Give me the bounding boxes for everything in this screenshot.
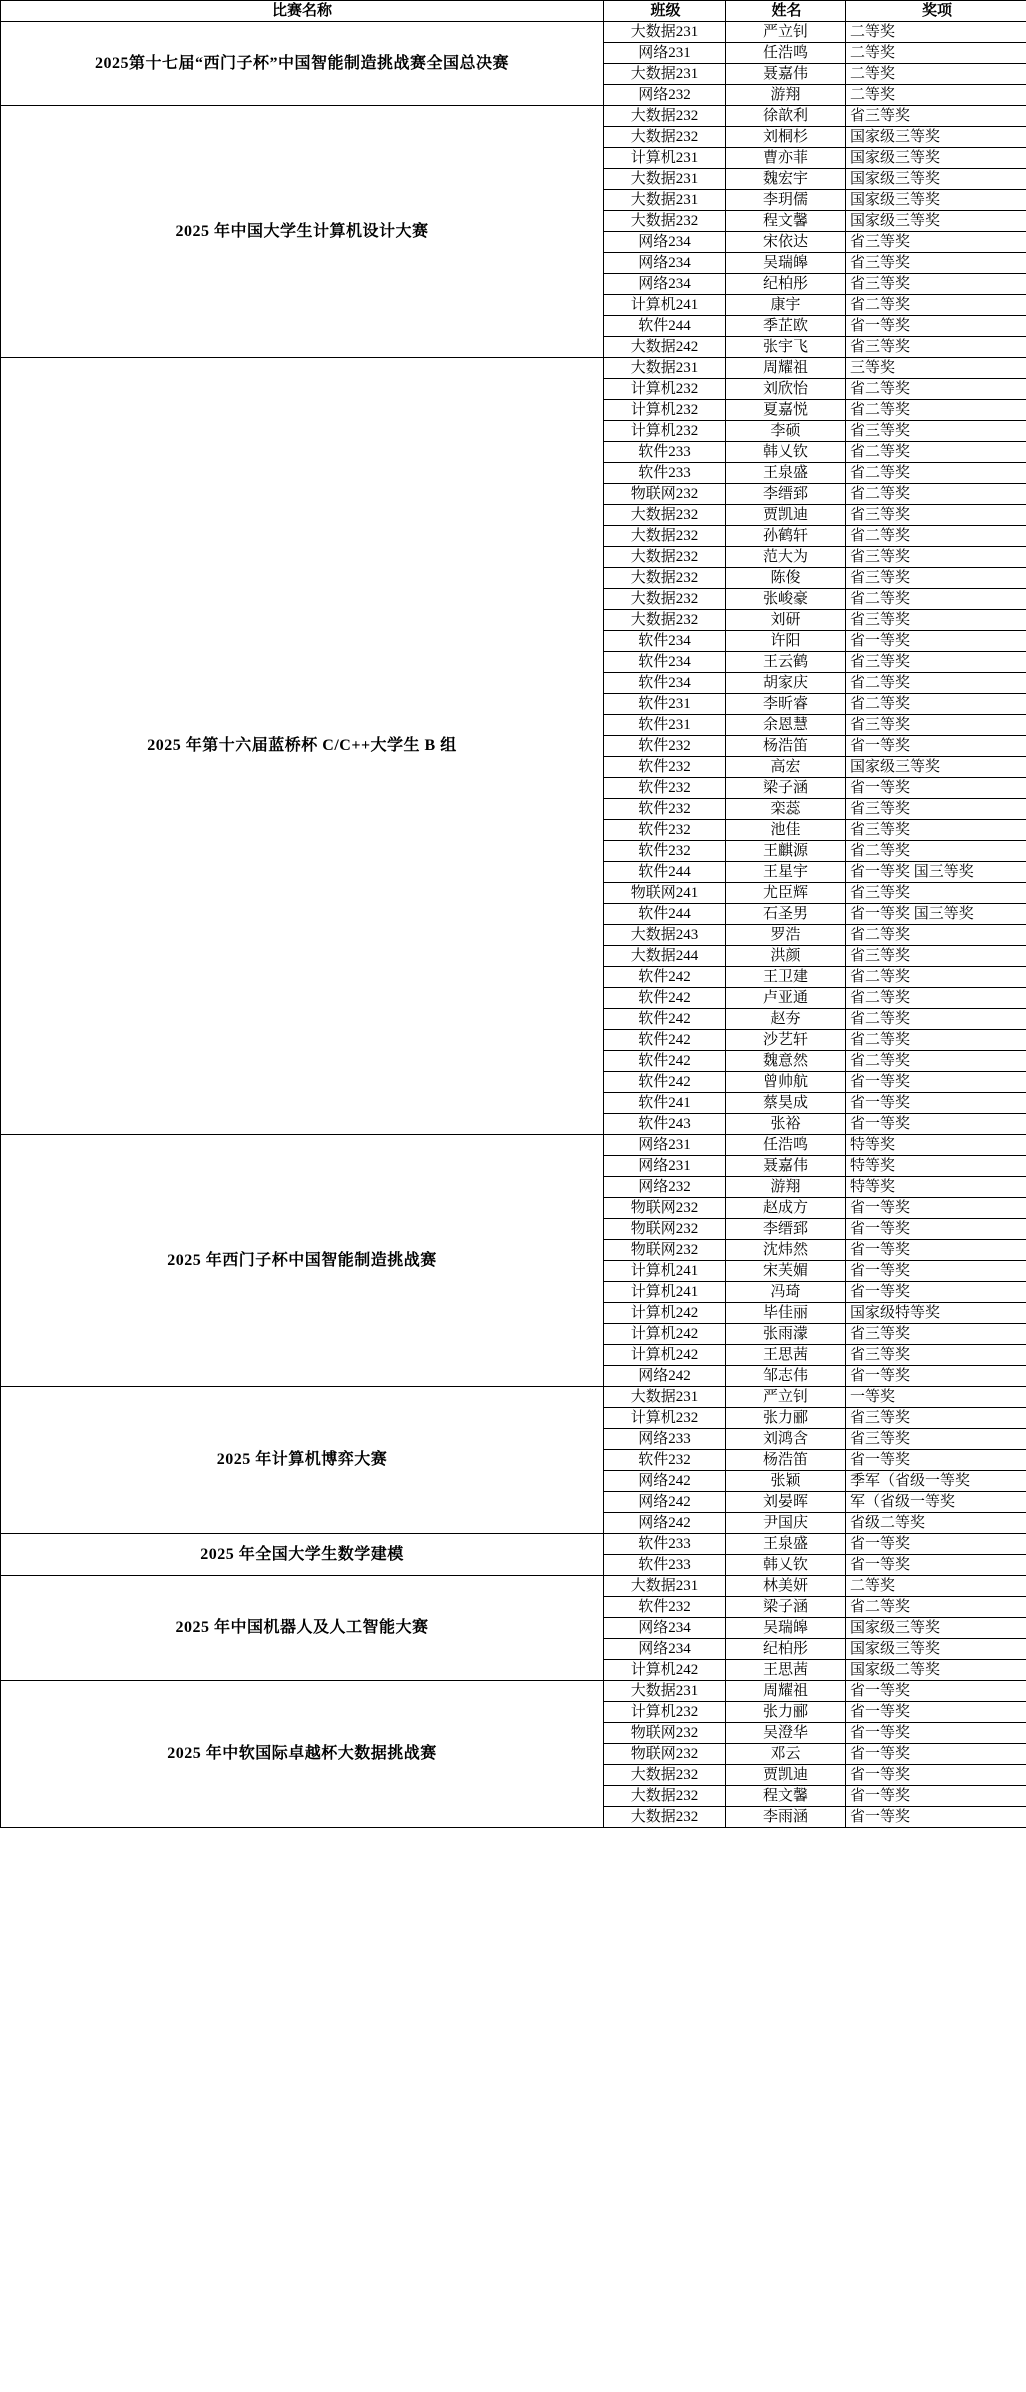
competition-name-cell: 2025 年第十六届蓝桥杯 C/C++大学生 B 组 — [1, 358, 604, 1135]
class-cell: 软件232 — [604, 736, 726, 757]
student-name-cell: 张力郦 — [726, 1702, 846, 1723]
class-cell: 大数据231 — [604, 190, 726, 211]
student-name-cell: 程文馨 — [726, 211, 846, 232]
award-cell: 省一等奖 — [846, 778, 1026, 799]
class-cell: 软件232 — [604, 1597, 726, 1618]
student-name-cell: 王泉盛 — [726, 463, 846, 484]
table-row — [1, 1576, 1026, 1597]
student-name-cell: 程文馨 — [726, 1786, 846, 1807]
award-cell: 省二等奖 — [846, 1030, 1026, 1051]
class-cell: 软件233 — [604, 1555, 726, 1576]
class-cell: 计算机232 — [604, 421, 726, 442]
student-name-cell: 吴澄华 — [726, 1723, 846, 1744]
award-cell: 省一等奖 — [846, 1786, 1026, 1807]
student-name-cell: 季芷欧 — [726, 316, 846, 337]
award-cell: 省一等奖 — [846, 316, 1026, 337]
student-name-cell: 张雨濛 — [726, 1324, 846, 1345]
class-cell: 软件242 — [604, 1072, 726, 1093]
class-cell: 计算机241 — [604, 1261, 726, 1282]
table-row — [1, 1387, 1026, 1408]
student-name-cell: 严立钊 — [726, 22, 846, 43]
student-name-cell: 刘晏晖 — [726, 1492, 846, 1513]
competition-name-cell: 2025 年西门子杯中国智能制造挑战赛 — [1, 1135, 604, 1387]
award-cell: 省一等奖 国三等奖 — [846, 862, 1026, 883]
award-cell: 一等奖 — [846, 1387, 1026, 1408]
award-cell: 省三等奖 — [846, 505, 1026, 526]
award-cell: 国家级三等奖 — [846, 1639, 1026, 1660]
award-cell: 季军（省级一等奖 — [846, 1471, 1026, 1492]
award-cell: 省一等奖 — [846, 1534, 1026, 1555]
student-name-cell: 游翔 — [726, 1177, 846, 1198]
class-cell: 大数据232 — [604, 505, 726, 526]
student-name-cell: 刘鸿含 — [726, 1429, 846, 1450]
award-cell: 省一等奖 — [846, 1282, 1026, 1303]
student-name-cell: 周耀祖 — [726, 1681, 846, 1702]
award-cell: 国家级三等奖 — [846, 169, 1026, 190]
award-cell: 二等奖 — [846, 1576, 1026, 1597]
award-cell: 国家级三等奖 — [846, 211, 1026, 232]
student-name-cell: 韩乂钦 — [726, 442, 846, 463]
class-cell: 物联网232 — [604, 1198, 726, 1219]
competition-name-cell: 2025 年计算机博弈大赛 — [1, 1387, 604, 1534]
student-name-cell: 石圣男 — [726, 904, 846, 925]
class-cell: 大数据232 — [604, 568, 726, 589]
award-cell: 省一等奖 — [846, 1744, 1026, 1765]
student-name-cell: 冯琦 — [726, 1282, 846, 1303]
class-cell: 大数据232 — [604, 1765, 726, 1786]
student-name-cell: 赵夯 — [726, 1009, 846, 1030]
class-cell: 计算机232 — [604, 1408, 726, 1429]
student-name-cell: 吴瑞皞 — [726, 253, 846, 274]
award-cell: 国家级特等奖 — [846, 1303, 1026, 1324]
award-cell: 省三等奖 — [846, 799, 1026, 820]
student-name-cell: 沈炜然 — [726, 1240, 846, 1261]
award-cell: 省三等奖 — [846, 946, 1026, 967]
award-cell: 省二等奖 — [846, 484, 1026, 505]
award-cell: 三等奖 — [846, 358, 1026, 379]
header-class: 班级 — [604, 1, 726, 22]
class-cell: 软件234 — [604, 673, 726, 694]
award-cell: 军（省级一等奖 — [846, 1492, 1026, 1513]
award-cell: 国家级三等奖 — [846, 127, 1026, 148]
award-cell: 省一等奖 — [846, 1114, 1026, 1135]
class-cell: 计算机232 — [604, 400, 726, 421]
class-cell: 网络233 — [604, 1429, 726, 1450]
student-name-cell: 王泉盛 — [726, 1534, 846, 1555]
class-cell: 软件241 — [604, 1093, 726, 1114]
award-cell: 省一等奖 — [846, 1072, 1026, 1093]
class-cell: 软件242 — [604, 988, 726, 1009]
class-cell: 物联网232 — [604, 1723, 726, 1744]
student-name-cell: 严立钊 — [726, 1387, 846, 1408]
student-name-cell: 刘桐杉 — [726, 127, 846, 148]
class-cell: 大数据232 — [604, 106, 726, 127]
table-row — [1, 106, 1026, 127]
class-cell: 大数据231 — [604, 1681, 726, 1702]
award-cell: 省二等奖 — [846, 400, 1026, 421]
class-cell: 网络242 — [604, 1513, 726, 1534]
header-competition: 比赛名称 — [1, 1, 604, 22]
class-cell: 物联网232 — [604, 1219, 726, 1240]
award-cell: 二等奖 — [846, 43, 1026, 64]
class-cell: 大数据231 — [604, 22, 726, 43]
student-name-cell: 李缙郅 — [726, 484, 846, 505]
award-cell: 省二等奖 — [846, 925, 1026, 946]
student-name-cell: 林美妍 — [726, 1576, 846, 1597]
class-cell: 物联网241 — [604, 883, 726, 904]
award-cell: 省一等奖 — [846, 1240, 1026, 1261]
student-name-cell: 沙艺轩 — [726, 1030, 846, 1051]
student-name-cell: 王思茜 — [726, 1660, 846, 1681]
award-cell: 省三等奖 — [846, 232, 1026, 253]
student-name-cell: 李雨涵 — [726, 1807, 846, 1828]
student-name-cell: 张颖 — [726, 1471, 846, 1492]
award-cell: 省一等奖 — [846, 1261, 1026, 1282]
competition-name-cell: 2025 年全国大学生数学建模 — [1, 1534, 604, 1576]
student-name-cell: 王麒源 — [726, 841, 846, 862]
award-cell: 国家级三等奖 — [846, 148, 1026, 169]
student-name-cell: 卢亚通 — [726, 988, 846, 1009]
student-name-cell: 聂嘉伟 — [726, 1156, 846, 1177]
class-cell: 网络234 — [604, 274, 726, 295]
class-cell: 大数据242 — [604, 337, 726, 358]
student-name-cell: 梁子涵 — [726, 778, 846, 799]
header-row — [1, 1, 1026, 22]
award-cell: 二等奖 — [846, 22, 1026, 43]
class-cell: 网络242 — [604, 1366, 726, 1387]
competition-name-cell: 2025 年中软国际卓越杯大数据挑战赛 — [1, 1681, 604, 1828]
award-cell: 省三等奖 — [846, 337, 1026, 358]
student-name-cell: 曾帅航 — [726, 1072, 846, 1093]
award-cell: 省一等奖 — [846, 1723, 1026, 1744]
award-cell: 省一等奖 — [846, 1366, 1026, 1387]
award-cell: 省三等奖 — [846, 820, 1026, 841]
award-cell: 省二等奖 — [846, 526, 1026, 547]
student-name-cell: 宋芙媚 — [726, 1261, 846, 1282]
class-cell: 计算机241 — [604, 295, 726, 316]
student-name-cell: 李硕 — [726, 421, 846, 442]
class-cell: 大数据232 — [604, 127, 726, 148]
student-name-cell: 余恩慧 — [726, 715, 846, 736]
student-name-cell: 张力郦 — [726, 1408, 846, 1429]
class-cell: 软件233 — [604, 442, 726, 463]
competition-name-cell: 2025 年中国大学生计算机设计大赛 — [1, 106, 604, 358]
class-cell: 软件232 — [604, 841, 726, 862]
award-cell: 省三等奖 — [846, 1324, 1026, 1345]
award-cell: 省三等奖 — [846, 253, 1026, 274]
award-cell: 省三等奖 — [846, 652, 1026, 673]
award-cell: 省二等奖 — [846, 1009, 1026, 1030]
class-cell: 物联网232 — [604, 484, 726, 505]
class-cell: 网络232 — [604, 1177, 726, 1198]
student-name-cell: 胡家庆 — [726, 673, 846, 694]
award-cell: 省一等奖 — [846, 1093, 1026, 1114]
class-cell: 计算机231 — [604, 148, 726, 169]
award-cell: 省一等奖 — [846, 736, 1026, 757]
class-cell: 大数据232 — [604, 1807, 726, 1828]
class-cell: 网络242 — [604, 1471, 726, 1492]
class-cell: 网络242 — [604, 1492, 726, 1513]
student-name-cell: 张峻豪 — [726, 589, 846, 610]
class-cell: 大数据232 — [604, 211, 726, 232]
table-row — [1, 358, 1026, 379]
award-cell: 省二等奖 — [846, 841, 1026, 862]
student-name-cell: 罗浩 — [726, 925, 846, 946]
class-cell: 大数据231 — [604, 169, 726, 190]
student-name-cell: 曹亦菲 — [726, 148, 846, 169]
award-cell: 省一等奖 — [846, 1555, 1026, 1576]
student-name-cell: 任浩鸣 — [726, 43, 846, 64]
class-cell: 软件242 — [604, 1030, 726, 1051]
award-cell: 特等奖 — [846, 1135, 1026, 1156]
student-name-cell: 杨浩笛 — [726, 736, 846, 757]
student-name-cell: 赵成方 — [726, 1198, 846, 1219]
class-cell: 大数据231 — [604, 358, 726, 379]
class-cell: 大数据232 — [604, 1786, 726, 1807]
class-cell: 计算机241 — [604, 1282, 726, 1303]
award-cell: 省二等奖 — [846, 1051, 1026, 1072]
award-cell: 省三等奖 — [846, 1408, 1026, 1429]
class-cell: 软件242 — [604, 1051, 726, 1072]
student-name-cell: 聂嘉伟 — [726, 64, 846, 85]
class-cell: 计算机232 — [604, 379, 726, 400]
award-cell: 省一等奖 — [846, 1681, 1026, 1702]
student-name-cell: 韩乂钦 — [726, 1555, 846, 1576]
award-cell: 省二等奖 — [846, 589, 1026, 610]
award-cell: 省二等奖 — [846, 1597, 1026, 1618]
class-cell: 软件234 — [604, 652, 726, 673]
student-name-cell: 李玥儒 — [726, 190, 846, 211]
class-cell: 软件232 — [604, 1450, 726, 1471]
award-cell: 省一等奖 — [846, 1765, 1026, 1786]
class-cell: 软件244 — [604, 904, 726, 925]
student-name-cell: 徐歆利 — [726, 106, 846, 127]
class-cell: 软件242 — [604, 1009, 726, 1030]
class-cell: 大数据231 — [604, 64, 726, 85]
class-cell: 大数据231 — [604, 1576, 726, 1597]
table-row — [1, 1135, 1026, 1156]
class-cell: 计算机242 — [604, 1660, 726, 1681]
award-cell: 国家级三等奖 — [846, 757, 1026, 778]
award-cell: 省二等奖 — [846, 442, 1026, 463]
class-cell: 大数据232 — [604, 526, 726, 547]
student-name-cell: 王思茜 — [726, 1345, 846, 1366]
table-header — [1, 1, 1026, 22]
award-cell: 省三等奖 — [846, 106, 1026, 127]
student-name-cell: 栾蕊 — [726, 799, 846, 820]
student-name-cell: 夏嘉悦 — [726, 400, 846, 421]
award-cell: 省级二等奖 — [846, 1513, 1026, 1534]
student-name-cell: 贾凯迪 — [726, 1765, 846, 1786]
student-name-cell: 邹志伟 — [726, 1366, 846, 1387]
award-cell: 省三等奖 — [846, 1429, 1026, 1450]
award-cell: 国家级二等奖 — [846, 1660, 1026, 1681]
award-cell: 国家级三等奖 — [846, 190, 1026, 211]
student-name-cell: 魏意然 — [726, 1051, 846, 1072]
class-cell: 计算机242 — [604, 1345, 726, 1366]
student-name-cell: 王星宇 — [726, 862, 846, 883]
class-cell: 计算机232 — [604, 1702, 726, 1723]
class-cell: 大数据232 — [604, 610, 726, 631]
class-cell: 大数据231 — [604, 1387, 726, 1408]
student-name-cell: 贾凯迪 — [726, 505, 846, 526]
award-cell: 省二等奖 — [846, 988, 1026, 1009]
class-cell: 网络234 — [604, 1618, 726, 1639]
award-cell: 二等奖 — [846, 64, 1026, 85]
student-name-cell: 范大为 — [726, 547, 846, 568]
class-cell: 网络234 — [604, 232, 726, 253]
student-name-cell: 高宏 — [726, 757, 846, 778]
award-cell: 省三等奖 — [846, 421, 1026, 442]
award-cell: 省一等奖 — [846, 631, 1026, 652]
class-cell: 网络231 — [604, 43, 726, 64]
student-name-cell: 纪柏彤 — [726, 1639, 846, 1660]
table-row — [1, 1534, 1026, 1555]
class-cell: 软件232 — [604, 820, 726, 841]
award-cell: 省三等奖 — [846, 568, 1026, 589]
student-name-cell: 刘欣怡 — [726, 379, 846, 400]
student-name-cell: 游翔 — [726, 85, 846, 106]
table-body — [1, 22, 1026, 1828]
class-cell: 大数据243 — [604, 925, 726, 946]
class-cell: 软件233 — [604, 1534, 726, 1555]
award-cell: 省一等奖 国三等奖 — [846, 904, 1026, 925]
student-name-cell: 王卫建 — [726, 967, 846, 988]
class-cell: 网络234 — [604, 253, 726, 274]
student-name-cell: 刘研 — [726, 610, 846, 631]
award-cell: 省一等奖 — [846, 1198, 1026, 1219]
award-cell: 省二等奖 — [846, 463, 1026, 484]
student-name-cell: 张裕 — [726, 1114, 846, 1135]
class-cell: 大数据244 — [604, 946, 726, 967]
student-name-cell: 孙鹤轩 — [726, 526, 846, 547]
award-cell: 省一等奖 — [846, 1450, 1026, 1471]
header-award: 奖项 — [846, 1, 1026, 22]
student-name-cell: 宋依达 — [726, 232, 846, 253]
award-cell: 省二等奖 — [846, 379, 1026, 400]
table-row — [1, 1681, 1026, 1702]
award-cell: 省一等奖 — [846, 1702, 1026, 1723]
student-name-cell: 康宇 — [726, 295, 846, 316]
student-name-cell: 邓云 — [726, 1744, 846, 1765]
student-name-cell: 纪柏彤 — [726, 274, 846, 295]
student-name-cell: 张宇飞 — [726, 337, 846, 358]
student-name-cell: 毕佳丽 — [726, 1303, 846, 1324]
student-name-cell: 尹国庆 — [726, 1513, 846, 1534]
student-name-cell: 陈俊 — [726, 568, 846, 589]
student-name-cell: 吴瑞皞 — [726, 1618, 846, 1639]
award-cell: 省二等奖 — [846, 694, 1026, 715]
student-name-cell: 李缙郅 — [726, 1219, 846, 1240]
class-cell: 软件234 — [604, 631, 726, 652]
class-cell: 软件232 — [604, 757, 726, 778]
award-cell: 特等奖 — [846, 1177, 1026, 1198]
award-cell: 省一等奖 — [846, 1219, 1026, 1240]
class-cell: 软件244 — [604, 316, 726, 337]
class-cell: 网络231 — [604, 1156, 726, 1177]
class-cell: 软件232 — [604, 778, 726, 799]
student-name-cell: 许阳 — [726, 631, 846, 652]
class-cell: 大数据232 — [604, 547, 726, 568]
student-name-cell: 杨浩笛 — [726, 1450, 846, 1471]
class-cell: 软件233 — [604, 463, 726, 484]
class-cell: 软件244 — [604, 862, 726, 883]
award-cell: 省三等奖 — [846, 610, 1026, 631]
student-name-cell: 洪颜 — [726, 946, 846, 967]
class-cell: 软件231 — [604, 694, 726, 715]
class-cell: 大数据232 — [604, 589, 726, 610]
class-cell: 软件243 — [604, 1114, 726, 1135]
award-cell: 省二等奖 — [846, 295, 1026, 316]
student-name-cell: 李昕睿 — [726, 694, 846, 715]
student-name-cell: 尤臣辉 — [726, 883, 846, 904]
competition-name-cell: 2025第十七届“西门子杯”中国智能制造挑战赛全国总决赛 — [1, 22, 604, 106]
header-name: 姓名 — [726, 1, 846, 22]
student-name-cell: 梁子涵 — [726, 1597, 846, 1618]
award-cell: 省二等奖 — [846, 673, 1026, 694]
award-cell: 省三等奖 — [846, 274, 1026, 295]
class-cell: 软件242 — [604, 967, 726, 988]
student-name-cell: 王云鹤 — [726, 652, 846, 673]
award-cell: 省三等奖 — [846, 547, 1026, 568]
award-cell: 省三等奖 — [846, 1345, 1026, 1366]
class-cell: 物联网232 — [604, 1240, 726, 1261]
award-cell: 省三等奖 — [846, 883, 1026, 904]
award-cell: 省三等奖 — [846, 715, 1026, 736]
student-name-cell: 池佳 — [726, 820, 846, 841]
class-cell: 网络232 — [604, 85, 726, 106]
award-cell: 省二等奖 — [846, 967, 1026, 988]
student-name-cell: 蔡昊成 — [726, 1093, 846, 1114]
class-cell: 网络231 — [604, 1135, 726, 1156]
award-cell: 省一等奖 — [846, 1807, 1026, 1828]
student-name-cell: 周耀祖 — [726, 358, 846, 379]
class-cell: 网络234 — [604, 1639, 726, 1660]
class-cell: 软件231 — [604, 715, 726, 736]
class-cell: 物联网232 — [604, 1744, 726, 1765]
competition-name-cell: 2025 年中国机器人及人工智能大赛 — [1, 1576, 604, 1681]
award-cell: 国家级三等奖 — [846, 1618, 1026, 1639]
award-cell: 特等奖 — [846, 1156, 1026, 1177]
class-cell: 软件232 — [604, 799, 726, 820]
table-row — [1, 22, 1026, 43]
award-cell: 二等奖 — [846, 85, 1026, 106]
student-name-cell: 魏宏宇 — [726, 169, 846, 190]
class-cell: 计算机242 — [604, 1324, 726, 1345]
class-cell: 计算机242 — [604, 1303, 726, 1324]
student-name-cell: 任浩鸣 — [726, 1135, 846, 1156]
